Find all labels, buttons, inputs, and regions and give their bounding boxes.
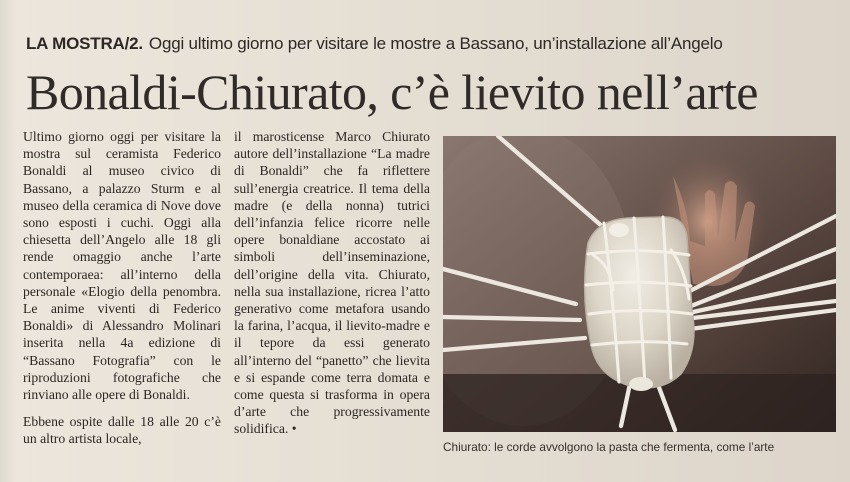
column-1-paragraph-1: Ultimo giorno oggi per visitare la mostra sul ceramista Federico Bonaldi al museo civico di Bassano, a palazzo Sturm e al museo della ceramica di Nove dove sono esposti i cuchi. Oggi alla chiesetta dell’Angelo alle 18 gli rende omaggio anche l’arte contemporaea: all’interno della personale «Elogio della penombra. Le anime viventi di Federico Bonaldi» di Alessandro Molinari inserita nella 4a edizione di “Bassano Fotografia” con le riproduzioni fotografiche che rinviano alle opere di Bonaldi. <box>23 129 221 403</box>
kicker-text: Oggi ultimo giorno per visitare le mostre a Bassano, un’installazione all’Angelo <box>148 34 723 53</box>
installation-photo-svg <box>443 136 836 432</box>
column-2-paragraph-1: il marosticense Marco Chiurato autore dell’installazione “La madre di Bonaldi” che fa riflettere sull’energia creatrice. Il tema della madre (e della nonna) tutrici dell’infanzia felice ricorre nelle opere bonaldiane accostato ai simboli dell’inseminazione, dell’origine della vita. Chiurato, nella sua installazione, ricrea l’atto generativo come metafora usando la farina, l’acqua, il lievito-madre e il tepore da essi generato all’interno del “panetto” che lievita e si espande come terra domata e come questa si trasforma in opera d’arte che progressivamente solidifica. • <box>234 129 430 437</box>
page-shadow <box>0 0 16 482</box>
article-headline: Bonaldi-Chiurato, c’è lievito nell’arte <box>26 64 758 120</box>
column-1-paragraph-2: Ebbene ospite dalle 18 alle 20 c’è un altro artista locale, <box>23 414 221 447</box>
rope-knot-bottom <box>629 377 653 391</box>
article-column-1 <box>23 128 221 448</box>
article-column-2 <box>234 128 430 438</box>
photo-caption: Chiurato: le corde avvolgono la pasta che fermenta, come l’arte <box>443 440 775 454</box>
article-kicker <box>26 34 836 54</box>
article-photo <box>443 136 836 432</box>
kicker-lead: LA MOSTRA/2. <box>26 34 143 53</box>
rope-knot-top <box>609 223 629 237</box>
